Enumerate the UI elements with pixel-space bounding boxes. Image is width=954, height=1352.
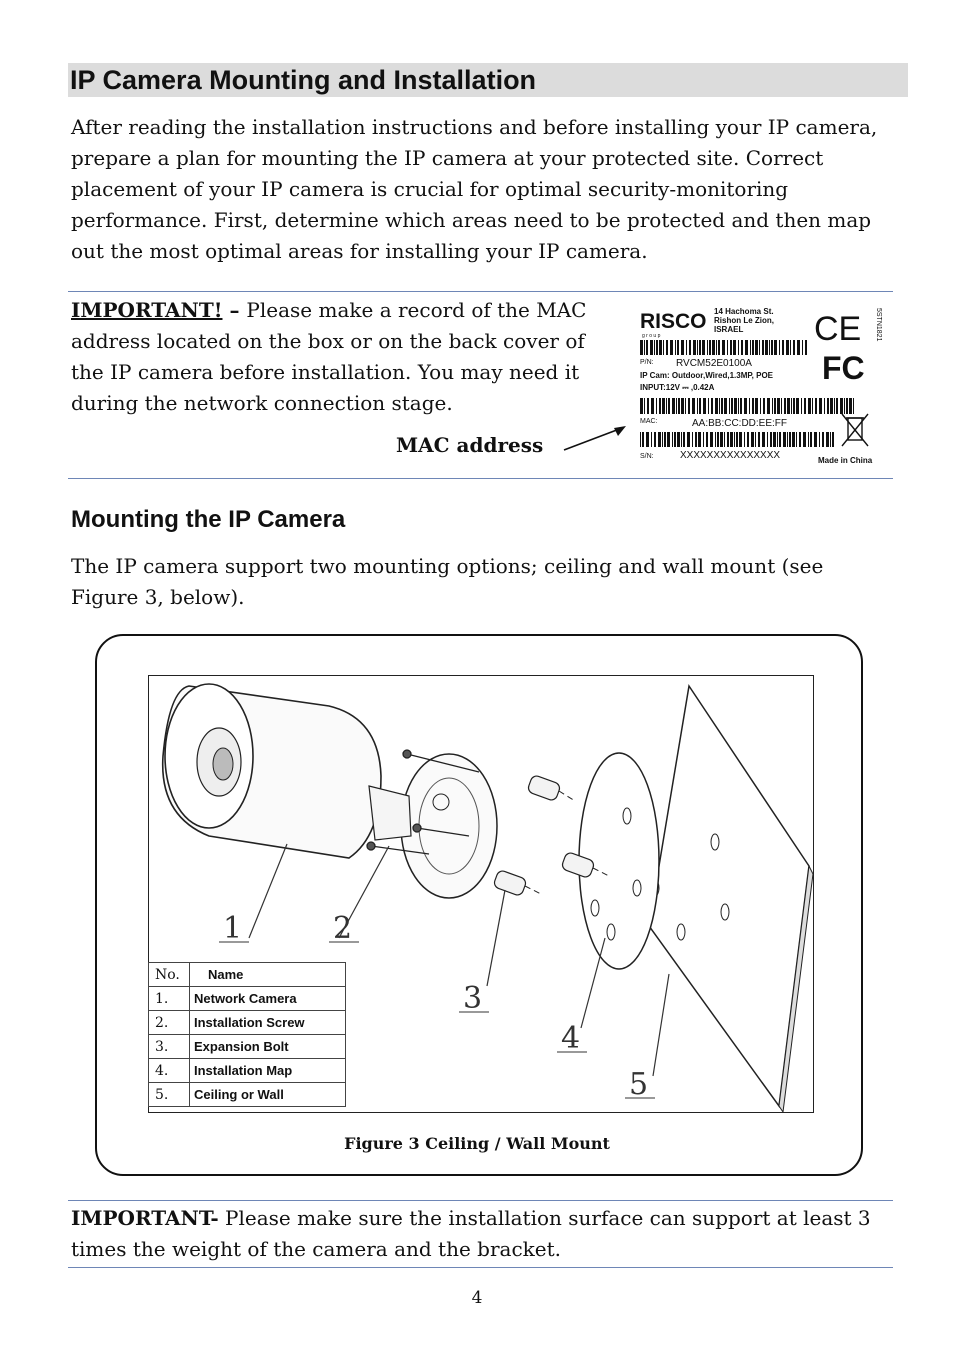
table-cell-name: Installation Map [190, 1059, 346, 1083]
important-note-surface [71, 1203, 891, 1265]
network-camera-icon [163, 684, 411, 858]
table-cell-no: 3. [149, 1035, 190, 1059]
label-addr2: Rishon Le Zion, [714, 316, 774, 325]
table-row [149, 1011, 346, 1035]
table-row [149, 987, 346, 1011]
important-note-mac [71, 295, 601, 419]
weee-bin-icon [842, 414, 868, 446]
table-cell-name: Ceiling or Wall [190, 1083, 346, 1107]
callout-5: 5 [629, 1067, 649, 1102]
table-cell-name: Installation Screw [190, 1011, 346, 1035]
important-text: Please make a record of the MAC address located on the box or on the back cover of the IP camera before installation. You may need it during the network connection stage. [71, 298, 587, 415]
page-number: 4 [471, 1288, 483, 1308]
callout-3: 3 [463, 981, 483, 1016]
label-input: INPUT:12V ⎓ ,0.42A [640, 383, 715, 392]
divider-lower [68, 1200, 893, 1201]
label-mac-value: AA:BB:CC:DD:EE:FF [692, 418, 788, 429]
table-row [149, 1059, 346, 1083]
wall-plate-icon [649, 686, 809, 1106]
label-ce: CE [814, 310, 862, 348]
divider-top [68, 291, 893, 292]
label-description: IP Cam: Outdoor,Wired,1.3MP, POE [640, 371, 773, 380]
table-cell-name: Network Camera [190, 987, 346, 1011]
intro-paragraph: After reading the installation instructions and before installing your IP camera, prepare a plan for mounting the IP camera at your protected site. Correct placement of your IP camera is crucial for optimal security-monitoring performance. First, determine which areas need to be protected and then map out the most optimal areas for installing your IP camera. [71, 115, 878, 263]
divider-mid [68, 478, 893, 479]
label-brand-sub: g r o u p [642, 333, 661, 339]
table-cell-no: 1. [149, 987, 190, 1011]
label-addr1: 14 Hachoma St. [714, 307, 774, 316]
section-heading-bar [68, 63, 908, 97]
callout-4: 4 [561, 1021, 581, 1056]
table-header-no: No. [149, 963, 190, 987]
label-pn-key: P/N: [640, 359, 654, 366]
parts-table [148, 962, 346, 1107]
page-title: IP Camera Mounting and Installation [70, 65, 537, 95]
label-made-in: Made in China [818, 456, 873, 465]
divider-bottom [68, 1267, 893, 1268]
table-cell-name: Expansion Bolt [190, 1035, 346, 1059]
section2-paragraph: The IP camera support two mounting options; ceiling and wall mount (see Figure 3, below). [71, 554, 824, 609]
important-dash: – [222, 298, 247, 322]
table-header-name: Name [190, 963, 346, 987]
important-label: IMPORTANT! [71, 298, 223, 322]
table-cell-no: 4. [149, 1059, 190, 1083]
section2-title: Mounting the IP Camera [71, 506, 346, 533]
important2-label: IMPORTANT- [71, 1206, 219, 1230]
label-mac-key: MAC: [640, 418, 658, 425]
table-row [149, 1035, 346, 1059]
label-addr3: ISRAEL [714, 325, 744, 334]
important2-text: Please make sure the installation surface can support at least 3 times the weight of the camera and the bracket. [71, 1206, 871, 1261]
table-cell-no: 5. [149, 1083, 190, 1107]
callout-2: 2 [333, 911, 353, 946]
label-brand: RISCO [640, 310, 707, 333]
barcode-mac-icon [640, 398, 854, 414]
table-header-row [149, 963, 346, 987]
label-sn-value: XXXXXXXXXXXXXXX [680, 450, 781, 461]
table-row [149, 1083, 346, 1107]
callout-1: 1 [223, 911, 243, 946]
barcode-sn-icon [640, 432, 834, 447]
figure-caption: Figure 3 Ceiling / Wall Mount [344, 1134, 610, 1153]
ce-mark-icon [814, 310, 861, 348]
label-side-code: 5STN1821 [875, 308, 882, 342]
product-label [636, 300, 882, 468]
table-cell-no: 2. [149, 1011, 190, 1035]
label-pn-value: RVCM52E0100A [676, 358, 752, 369]
label-sn-key: S/N: [640, 453, 654, 460]
label-fc: FC [822, 350, 865, 386]
fcc-mark-icon [822, 350, 865, 386]
mac-address-label: MAC address [396, 433, 544, 457]
mac-arrow-icon [560, 420, 640, 456]
